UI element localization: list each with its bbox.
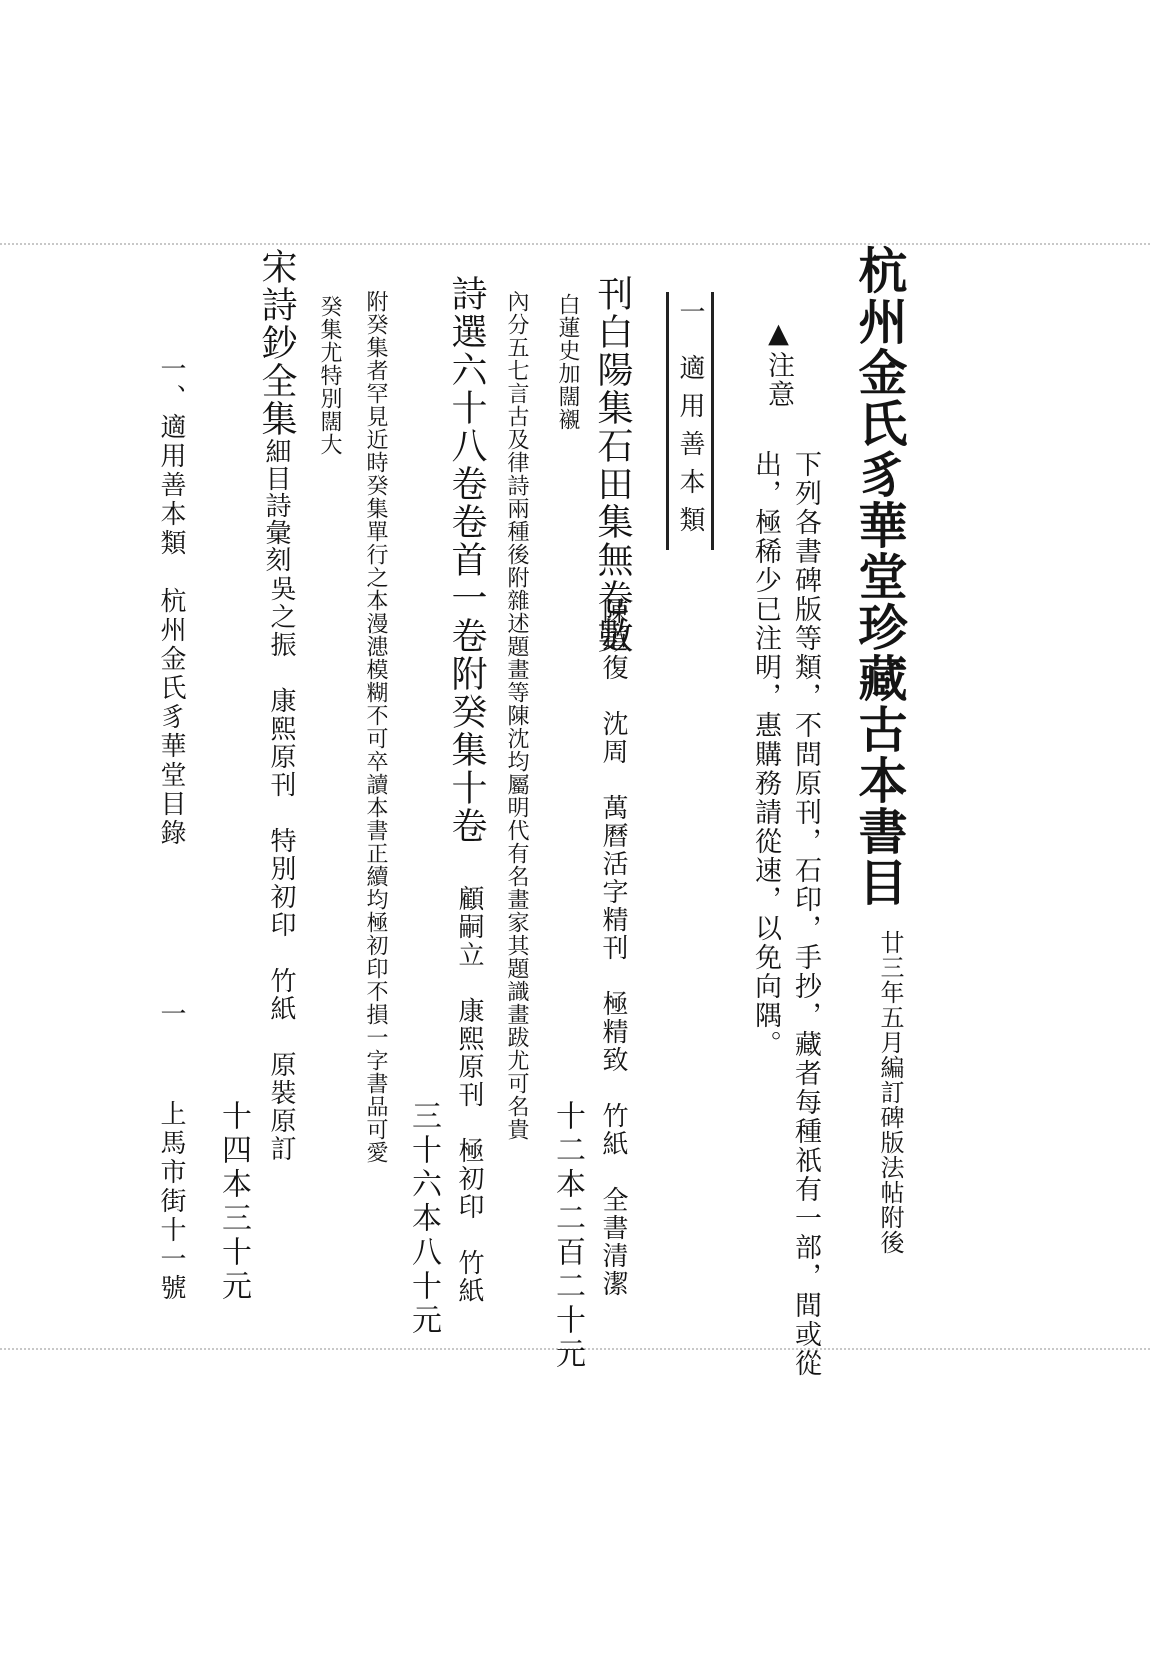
footer-running-head: 一、適用善本類 杭州金氏豸華堂目錄	[156, 355, 186, 848]
entry-4-price: 十四本三十元	[216, 1100, 251, 1304]
catalog-title: 杭州金氏豸華堂珍藏古本書目	[851, 245, 909, 908]
entry-4-title	[256, 248, 297, 573]
entry-4-title-small: 細目詩彙刻	[261, 438, 291, 573]
catalog-subtitle: 廿三年五月編訂碑版法帖附後	[876, 930, 904, 1255]
entry-1-title: 刊白陽集石田集無卷數	[592, 275, 633, 655]
notice-label: 注意	[763, 351, 794, 409]
entry-3-note: 癸集尤特別闊大	[317, 295, 342, 456]
entry-4-details: 吳之振 康熙原刊 特別初印 竹紙 原裝原訂	[266, 575, 296, 1163]
top-dotted-rule	[0, 243, 1150, 245]
section-number: 一	[675, 298, 705, 336]
notice-heading	[765, 318, 792, 409]
entry-1-price: 十二本二百二十元	[550, 1100, 585, 1372]
entry-2-title: 詩選六十八卷卷首一卷附癸集十卷	[446, 275, 487, 845]
entry-1-note: 白蓮史加闊襯	[555, 293, 580, 431]
footer-address: 上馬市街十一號	[156, 1100, 186, 1303]
notice-line-2: 出，極稀少已注明，惠購務請從速，以免向隅。	[750, 450, 781, 1059]
entry-4-title-main: 宋詩鈔全集	[256, 248, 297, 438]
footer-page-number: 一	[156, 1000, 186, 1029]
notice-line-1: 下列各書碑版等類，不問原刊，石印，手抄，藏者每種祇有一部，間或從	[790, 450, 821, 1378]
entry-1-details: 陳道復 沈周 萬曆活字精刊 極精致 竹紙 全書清潔	[598, 598, 628, 1298]
section-title: 適用善本類	[675, 354, 705, 544]
entry-2-pre-note: 內分五七言古及律詩兩種後附雜述題畫等陳沈均屬明代有名畫家其題識畫跋尤可名貴	[504, 290, 529, 1141]
entry-2-price: 三十六本八十元	[406, 1100, 441, 1338]
entry-2-details: 顧嗣立 康熙原刊 極初印 竹紙	[454, 885, 484, 1305]
entry-3-pre-note: 附癸集者罕見近時癸集單行之本漫漶模糊不可卒讀本書正續均極初印不損一字書品可愛	[363, 290, 388, 1164]
section-heading-box	[666, 292, 714, 550]
triangle-icon: ▲	[763, 318, 794, 351]
